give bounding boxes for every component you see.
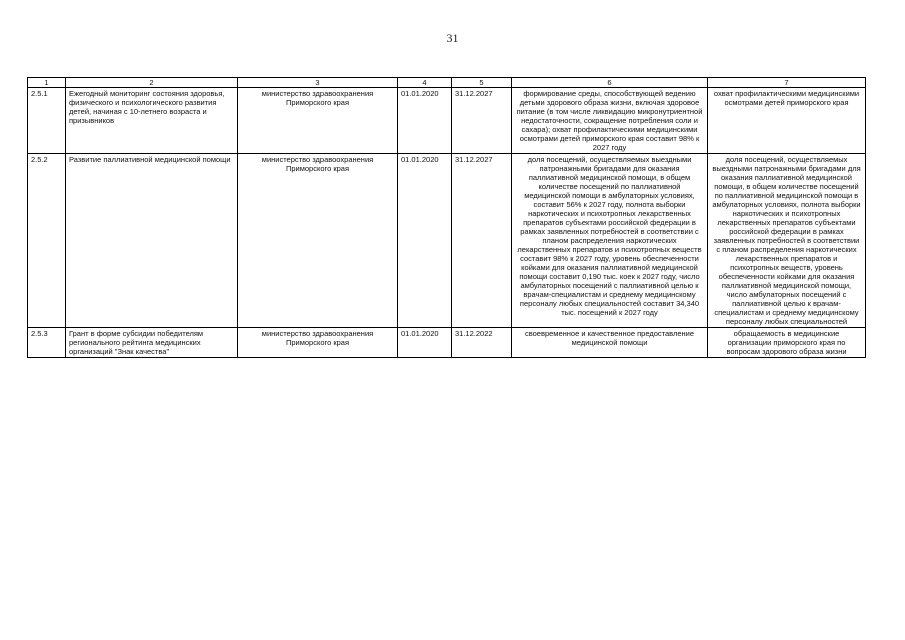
row-number: 2.5.2 [28,154,66,328]
column-header: 6 [512,78,708,88]
table-row [28,328,866,358]
expected-result: доля посещений, осуществляемых выездными патронажными бригадами для оказания паллиативной медицинской помощи, в общем количестве посещений по паллиативной медицинской помощи в амбулаторных условиях, составит 56% к 2027 году, полнота выборки наркотических и психотропных лекарственных препаратов субъектами российской федерации в рамках заявленных потребностей в соответствии с планом распределения наркотических лекарственных препаратов и психотропных веществ составит 98% к 2027 году, уровень обеспеченности койками для оказания паллиативной медицинской помощи составит 0,190 тыс. коек к 2027 году, число амбулаторных посещений с паллиативной целью к врачам-специалистам и среднему медицинскому персоналу любых специальностей составит 34,340 тыс. посещений к 2027 году [512,154,708,328]
table-row [28,88,866,154]
column-header: 4 [398,78,452,88]
table-row [28,154,866,328]
end-date: 31.12.2022 [452,328,512,358]
end-date: 31.12.2027 [452,154,512,328]
indicator: доля посещений, осуществляемых выездными патронажными бригадами для оказания паллиативной медицинской помощи, в общем количестве посещений по паллиативной медицинской помощи в амбулаторных условиях, полнота выборки наркотических и психотропных лекарственных препаратов субъектами российской федерации в рамках заявленных потребностей в соответствии с планом распределения наркотических лекарственных препаратов и психотропных веществ, уровень обеспеченности койками для оказания паллиативной медицинской помощи, число амбулаторных посещений с паллиативной целью к врачам-специалистам и среднему медицинскому персоналу любых специальностей [708,154,866,328]
row-number: 2.5.3 [28,328,66,358]
indicator: охват профилактическими медицинскими осмотрами детей приморского края [708,88,866,154]
column-header: 2 [66,78,238,88]
expected-result: своевременное и качественное предоставление медицинской помощи [512,328,708,358]
measure-name: Грант в форме субсидии победителям регионального рейтинга медицинских организаций "Знак качества" [66,328,238,358]
executor: министерство здравоохранения Приморского края [238,88,398,154]
measure-name: Ежегодный мониторинг состояния здоровья, физического и психологического развития детей, начиная с 10-летнего возраста и призывников [66,88,238,154]
column-header: 1 [28,78,66,88]
expected-result: формирование среды, способствующей ведению детьми здорового образа жизни, включая здоровое питание (в том числе ликвидацию микронутриентной недостаточности, сокращение потребления соли и сахара); охват профилактическими медицинскими осмотрами детей приморского края составит 98% к 2027 году [512,88,708,154]
row-number: 2.5.1 [28,88,66,154]
column-header: 3 [238,78,398,88]
column-header: 5 [452,78,512,88]
start-date: 01.01.2020 [398,328,452,358]
executor: министерство здравоохранения Приморского края [238,154,398,328]
end-date: 31.12.2027 [452,88,512,154]
page-number: 31 [446,31,459,45]
column-header: 7 [708,78,866,88]
table-header-row [28,78,866,88]
start-date: 01.01.2020 [398,154,452,328]
measure-name: Развитие паллиативной медицинской помощи [66,154,238,328]
start-date: 01.01.2020 [398,88,452,154]
executor: министерство здравоохранения Приморского края [238,328,398,358]
indicator: обращаемость в медицинские организации приморского края по вопросам здорового образа жизни [708,328,866,358]
measures-table [27,77,866,358]
